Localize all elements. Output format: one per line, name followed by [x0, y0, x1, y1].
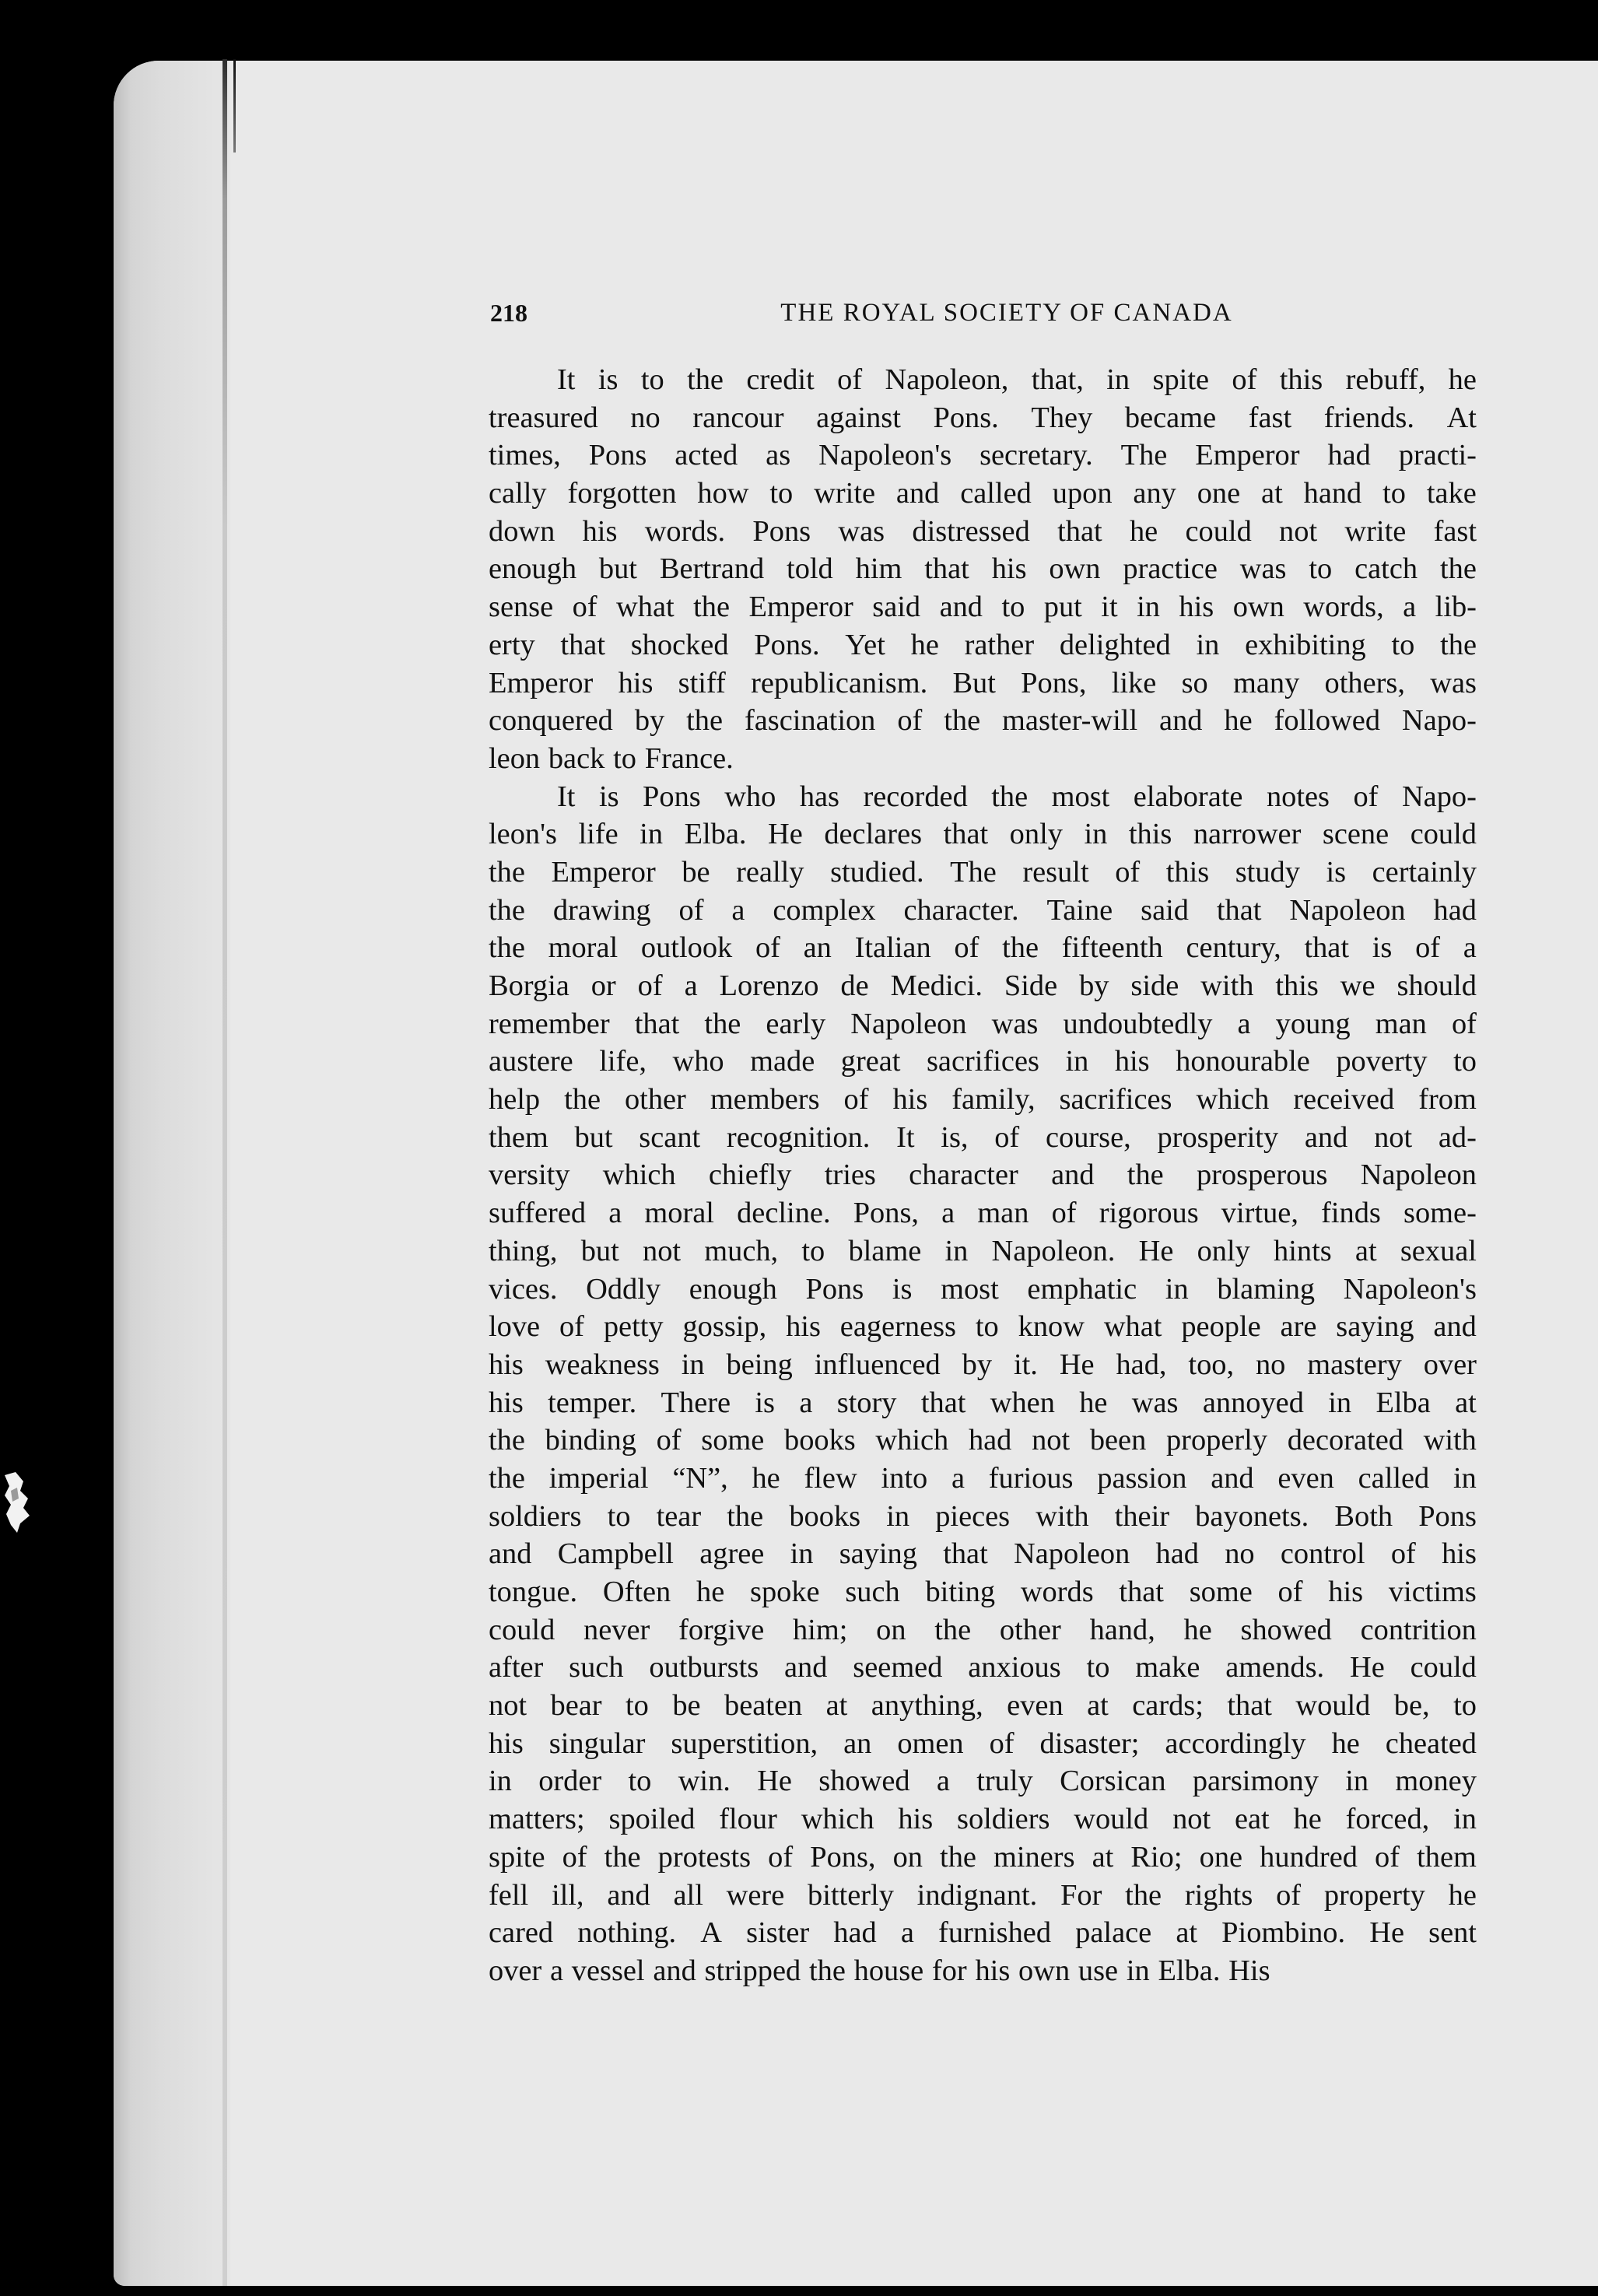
text-line: conquered by the fascination of the master-will and he followed Napo- [489, 704, 1477, 738]
text-line: spite of the protests of Pons, on the miners at Rio; one hundred of them [489, 1840, 1477, 1874]
text-line: the moral outlook of an Italian of the fifteenth century, that is of a [489, 931, 1477, 965]
text-line: over a vessel and stripped the house for his own use in Elba. His [489, 1954, 1270, 1987]
text-line: the imperial “N”, he flew into a furious passion and even called in [489, 1461, 1477, 1495]
text-line: and Campbell agree in saying that Napoleon had no control of his [489, 1537, 1477, 1571]
text-line: the drawing of a complex character. Taine said that Napoleon had [489, 893, 1477, 927]
text-line: his singular superstition, an omen of disaster; accordingly he cheated [489, 1726, 1477, 1760]
text-line: his temper. There is a story that when he was annoyed in Elba at [489, 1386, 1477, 1419]
text-line: sense of what the Emperor said and to put it in his own words, a lib- [489, 591, 1477, 624]
running-title: THE ROYAL SOCIETY OF CANADA [780, 299, 1233, 327]
text-line: the Emperor be really studied. The result of this study is certainly [489, 855, 1477, 889]
text-line: cally forgotten how to write and called upon any one at hand to take [489, 477, 1477, 510]
text-line: Emperor his stiff republicanism. But Pons, like so many others, was [489, 666, 1477, 699]
text-line: them but scant recognition. It is, of course, prosperity and not ad- [489, 1120, 1477, 1154]
text-line: leon's life in Elba. He declares that only in this narrower scene could [489, 818, 1477, 851]
text-line: after such outbursts and seemed anxious to make amends. He could [489, 1651, 1477, 1684]
text-line: down his words. Pons was distressed that he could not write fast [489, 514, 1477, 548]
text-line: times, Pons acted as Napoleon's secretary. The Emperor had practi- [489, 439, 1477, 472]
binding-fold-line [223, 59, 227, 2286]
paragraph [489, 361, 1477, 778]
text-line: matters; spoiled flour which his soldiers would not eat he forced, in [489, 1803, 1477, 1836]
text-line: help the other members of his family, sacrifices which received from [489, 1083, 1477, 1116]
text-line: It is Pons who has recorded the most elaborate notes of Napo- [557, 780, 1477, 813]
text-line: remember that the early Napoleon was undoubtedly a young man of [489, 1007, 1477, 1040]
text-line: suffered a moral decline. Pons, a man of rigorous virtue, finds some- [489, 1197, 1477, 1230]
text-line: cared nothing. A sister had a furnished palace at Piombino. He sent [489, 1916, 1477, 1950]
edge-artifact-mark [0, 1467, 37, 1537]
text-line: It is to the credit of Napoleon, that, in spite of this rebuff, he [557, 363, 1477, 396]
text-line: thing, but not much, to blame in Napoleon. He only hints at sexual [489, 1234, 1477, 1267]
binding-shadow [114, 61, 230, 2286]
binding-fold-mark [233, 59, 236, 152]
page-number: 218 [490, 299, 527, 327]
text-line: enough but Bertrand told him that his own practice was to catch the [489, 552, 1477, 586]
text-line: leon back to France. [489, 741, 734, 775]
paragraph [489, 778, 1477, 1990]
text-line: austere life, who made great sacrifices in his honourable poverty to [489, 1045, 1477, 1078]
text-line: soldiers to tear the books in pieces with their bayonets. Both Pons [489, 1499, 1477, 1533]
text-line: versity which chiefly tries character and the prosperous Napoleon [489, 1159, 1477, 1192]
text-line: vices. Oddly enough Pons is most emphatic in blaming Napoleon's [489, 1272, 1477, 1306]
text-line: treasured no rancour against Pons. They became fast friends. At [489, 401, 1477, 434]
text-line: the binding of some books which had not been properly decorated with [489, 1424, 1477, 1457]
text-line: in order to win. He showed a truly Corsican parsimony in money [489, 1765, 1477, 1798]
text-line: erty that shocked Pons. Yet he rather delighted in exhibiting to the [489, 628, 1477, 661]
text-line: Borgia or of a Lorenzo de Medici. Side by side with this we should [489, 969, 1477, 1002]
text-line: not bear to be beaten at anything, even at cards; that would be, to [489, 1689, 1477, 1723]
text-line: tongue. Often he spoke such biting words that some of his victims [489, 1576, 1477, 1608]
running-header [490, 299, 1477, 339]
body-text [489, 361, 1477, 1990]
text-line: his weakness in being influenced by it. He had, too, no mastery over [489, 1348, 1477, 1381]
text-line: could never forgive him; on the other hand, he showed contrition [489, 1613, 1477, 1646]
text-line: love of petty gossip, his eagerness to know what people are saying and [489, 1310, 1477, 1344]
text-line: fell ill, and all were bitterly indignant. For the rights of property he [489, 1878, 1477, 1912]
